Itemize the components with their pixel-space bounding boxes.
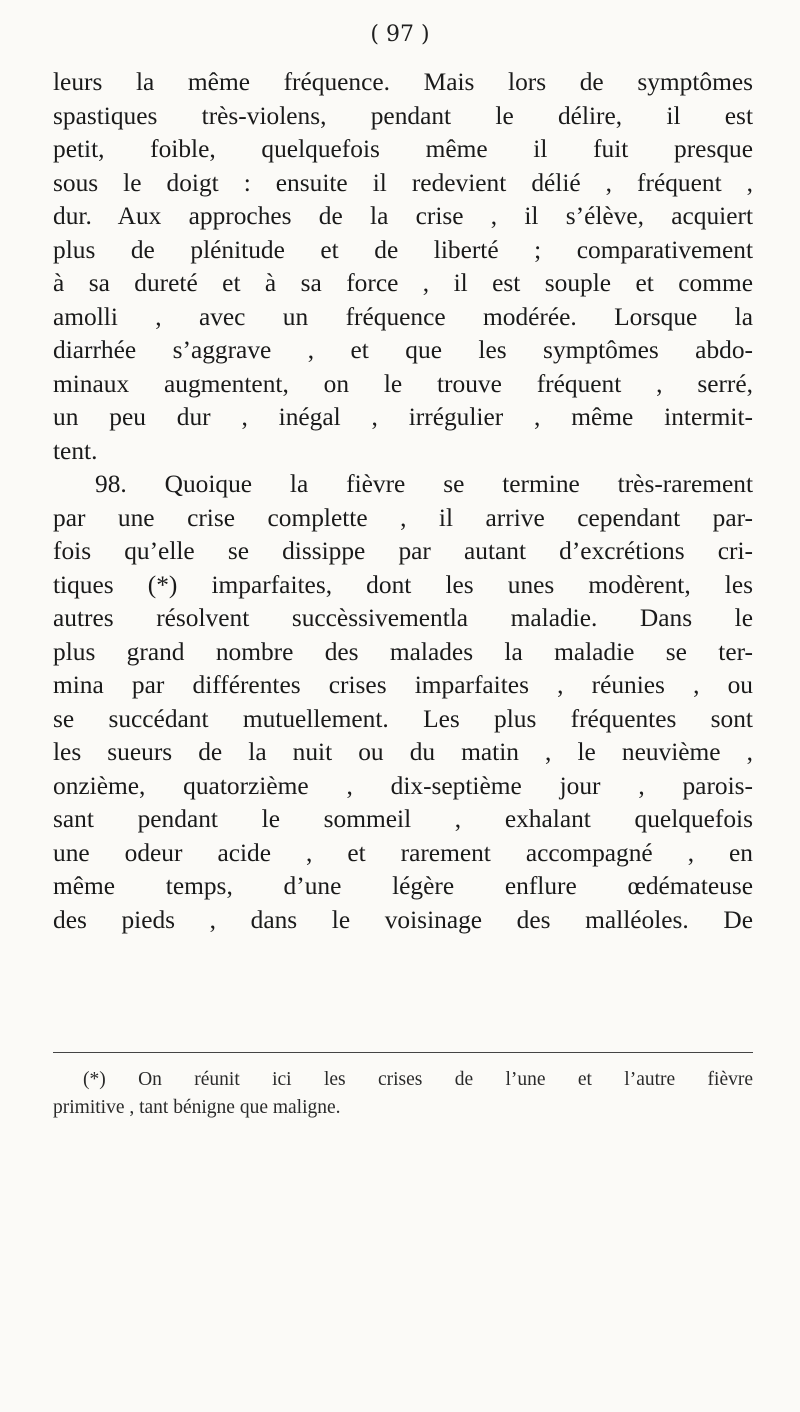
paragraph-1 xyxy=(53,66,753,468)
text-line: tiques (*) imparfaites, dont les unes modèrent, les xyxy=(53,570,753,599)
text-line: 98. Quoique la fièvre se termine très-rarement xyxy=(95,470,753,498)
page-number: ( 97 ) xyxy=(370,22,430,47)
text-line: mina par différentes crises imparfaites , réunies , ou xyxy=(53,671,753,699)
paragraph-98 xyxy=(53,468,753,937)
text-line: les sueurs de la nuit ou du matin , le neuvième , xyxy=(53,738,753,766)
text-line: leurs la même fréquence. Mais lors de symptômes xyxy=(53,68,753,96)
text-line: tent. xyxy=(53,436,98,465)
footnote-divider xyxy=(53,1052,753,1053)
text-line: petit, foible, quelquefois même il fuit presque xyxy=(53,135,753,163)
footnote-line: (*) On réunit ici les crises de l’une et l’autre fièvre xyxy=(83,1069,753,1090)
text-line: se succédant mutuellement. Les plus fréquentes sont xyxy=(53,704,753,733)
footnote xyxy=(53,1066,753,1122)
text-line: dur. Aux approches de la crise , il s’élève, acquiert xyxy=(53,202,753,230)
text-line: une odeur acide , et rarement accompagné , en xyxy=(53,838,753,867)
text-line: onzième, quatorzième , dix-septième jour , parois- xyxy=(53,771,753,800)
text-line: amolli , avec un fréquence modérée. Lorsque la xyxy=(53,302,753,331)
text-line: par une crise complette , il arrive cependant par- xyxy=(53,503,753,532)
text-line: minaux augmentent, on le trouve fréquent , serré, xyxy=(53,369,753,398)
text-line: autres résolvent succèssivementla maladie. Dans le xyxy=(53,604,753,632)
text-line: un peu dur , inégal , irrégulier , même intermit- xyxy=(53,403,753,431)
text-line: plus grand nombre des malades la maladie se ter- xyxy=(53,637,753,666)
text-line: sous le doigt : ensuite il redevient délié , fréquent , xyxy=(53,168,753,197)
text-line: diarrhée s’aggrave , et que les symptômes abdo- xyxy=(53,336,753,364)
text-line: plus de plénitude et de liberté ; comparativement xyxy=(53,235,753,264)
text-line: spastiques très-violens, pendant le délire, il est xyxy=(53,101,753,130)
text-line: fois qu’elle se dissippe par autant d’excrétions cri- xyxy=(53,537,753,565)
text-line: sant pendant le sommeil , exhalant quelquefois xyxy=(53,805,753,833)
text-line: à sa dureté et à sa force , il est souple et comme xyxy=(53,269,753,297)
footnote-line: primitive , tant bénigne que maligne. xyxy=(53,1097,341,1118)
body-text xyxy=(53,66,753,937)
text-line: des pieds , dans le voisinage des malléoles. De xyxy=(53,905,753,934)
text-line: même temps, d’une légère enflure œdémateuse xyxy=(53,872,753,900)
